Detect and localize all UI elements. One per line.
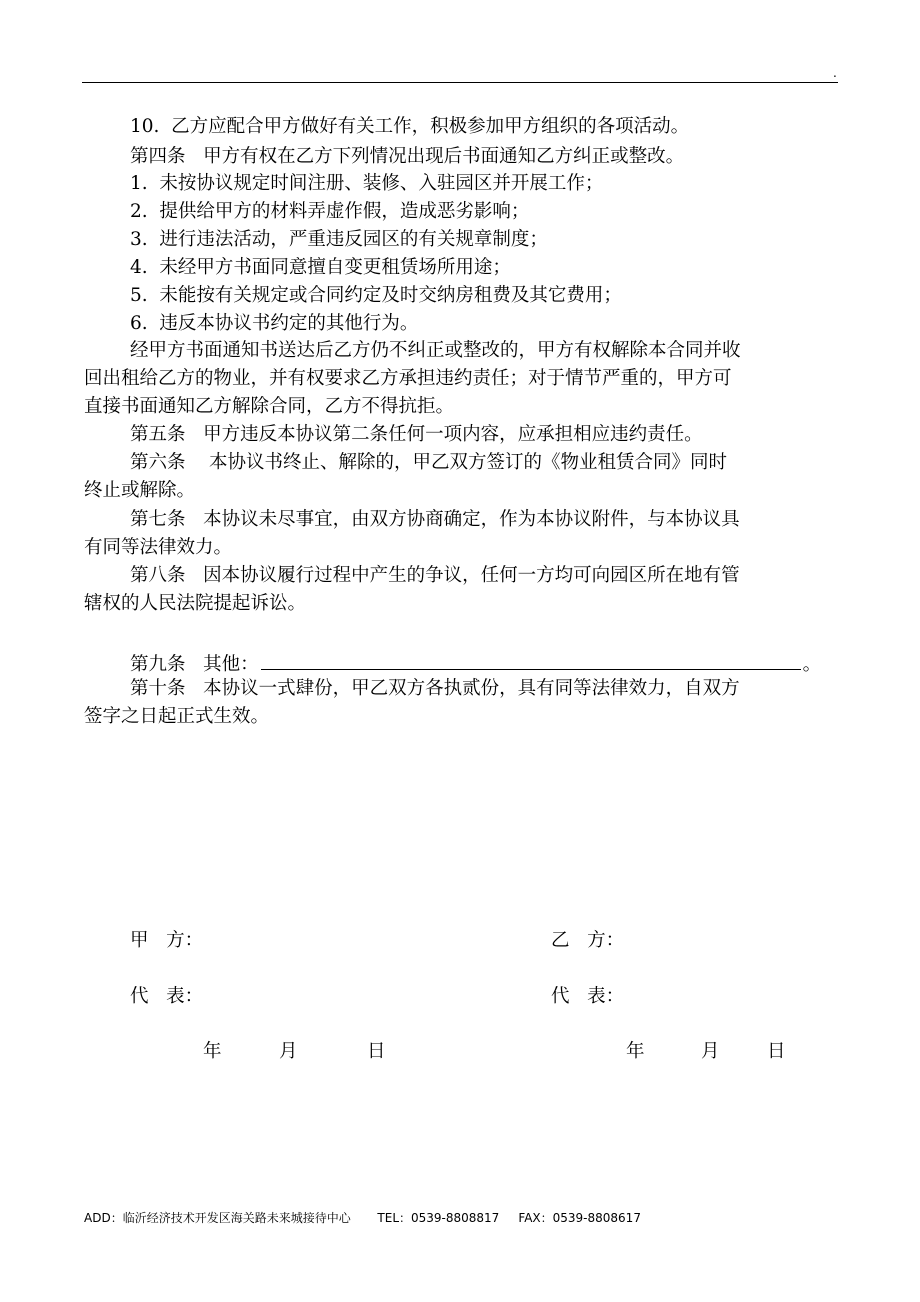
page-footer <box>84 1209 641 1226</box>
article-4: 第四条 甲方有权在乙方下列情况出现后书面通知乙方纠正或整改。 <box>130 146 685 167</box>
date-b-month: 月 <box>701 1041 720 1062</box>
rep-b-label: 代 表： <box>551 986 625 1007</box>
party-a-label: 甲 方： <box>130 930 204 951</box>
paragraph-line: 终止或解除。 <box>84 480 196 501</box>
list-item: 5. 未能按有关规定或合同约定及时交纳房租费及其它费用； <box>130 285 622 306</box>
article-8: 第八条 因本协议履行过程中产生的争议，任何一方均可向园区所在地有管 <box>130 565 740 586</box>
party-b-label: 乙 方： <box>551 930 625 951</box>
list-item: 4. 未经甲方书面同意擅自变更租赁场所用途； <box>130 257 511 278</box>
paragraph-line: 辖权的人民法院提起诉讼。 <box>84 593 307 614</box>
article-9-label: 第九条 其他： <box>130 654 259 675</box>
article-10: 第十条 本协议一式肆份，甲乙双方各执贰份，具有同等法律效力，自双方 <box>130 678 740 699</box>
header-mark: . <box>833 66 837 80</box>
list-item: 1. 未按协议规定时间注册、装修、入驻园区并开展工作； <box>130 173 604 194</box>
paragraph-line: 回出租给乙方的物业，并有权要求乙方承担违约责任；对于情节严重的，甲方可 <box>84 368 732 389</box>
list-item: 3. 进行违法活动，严重违反园区的有关规章制度； <box>130 229 548 250</box>
article-6: 第六条 本协议书终止、解除的，甲乙双方签订的《物业租赁合同》同时 <box>130 452 728 473</box>
paragraph-line: 有同等法律效力。 <box>84 537 233 558</box>
footer-fax: FAX：0539-8808617 <box>518 1211 641 1225</box>
article-7: 第七条 本协议未尽事宜，由双方协商确定，作为本协议附件，与本协议具 <box>130 509 740 530</box>
date-a-month: 月 <box>279 1041 298 1062</box>
article-9-blank <box>261 651 801 670</box>
date-b-year: 年 <box>626 1041 645 1062</box>
article-5: 第五条 甲方违反本协议第二条任何一项内容，应承担相应违约责任。 <box>130 424 703 445</box>
article-9-end: 。 <box>802 654 822 675</box>
list-item: 6. 违反本协议书约定的其他行为。 <box>130 313 419 334</box>
header-rule <box>82 82 838 83</box>
rep-a-label: 代 表： <box>130 986 204 1007</box>
clause-10: 10. 乙方应配合甲方做好有关工作，积极参加甲方组织的各项活动。 <box>130 116 690 137</box>
article-9 <box>130 651 821 675</box>
date-b-day: 日 <box>767 1041 786 1062</box>
date-a-year: 年 <box>203 1041 222 1062</box>
footer-address: ADD：临沂经济技术开发区海关路未来城接待中心 <box>84 1211 351 1225</box>
footer-tel: TEL：0539-8808817 <box>377 1211 500 1225</box>
paragraph-line: 直接书面通知乙方解除合同，乙方不得抗拒。 <box>84 396 455 417</box>
paragraph-line: 签字之日起正式生效。 <box>84 706 270 727</box>
paragraph-line: 经甲方书面通知书送达后乙方仍不纠正或整改的，甲方有权解除本合同并收 <box>130 340 741 361</box>
date-a-day: 日 <box>367 1041 386 1062</box>
list-item: 2. 提供给甲方的材料弄虚作假，造成恶劣影响； <box>130 201 530 222</box>
